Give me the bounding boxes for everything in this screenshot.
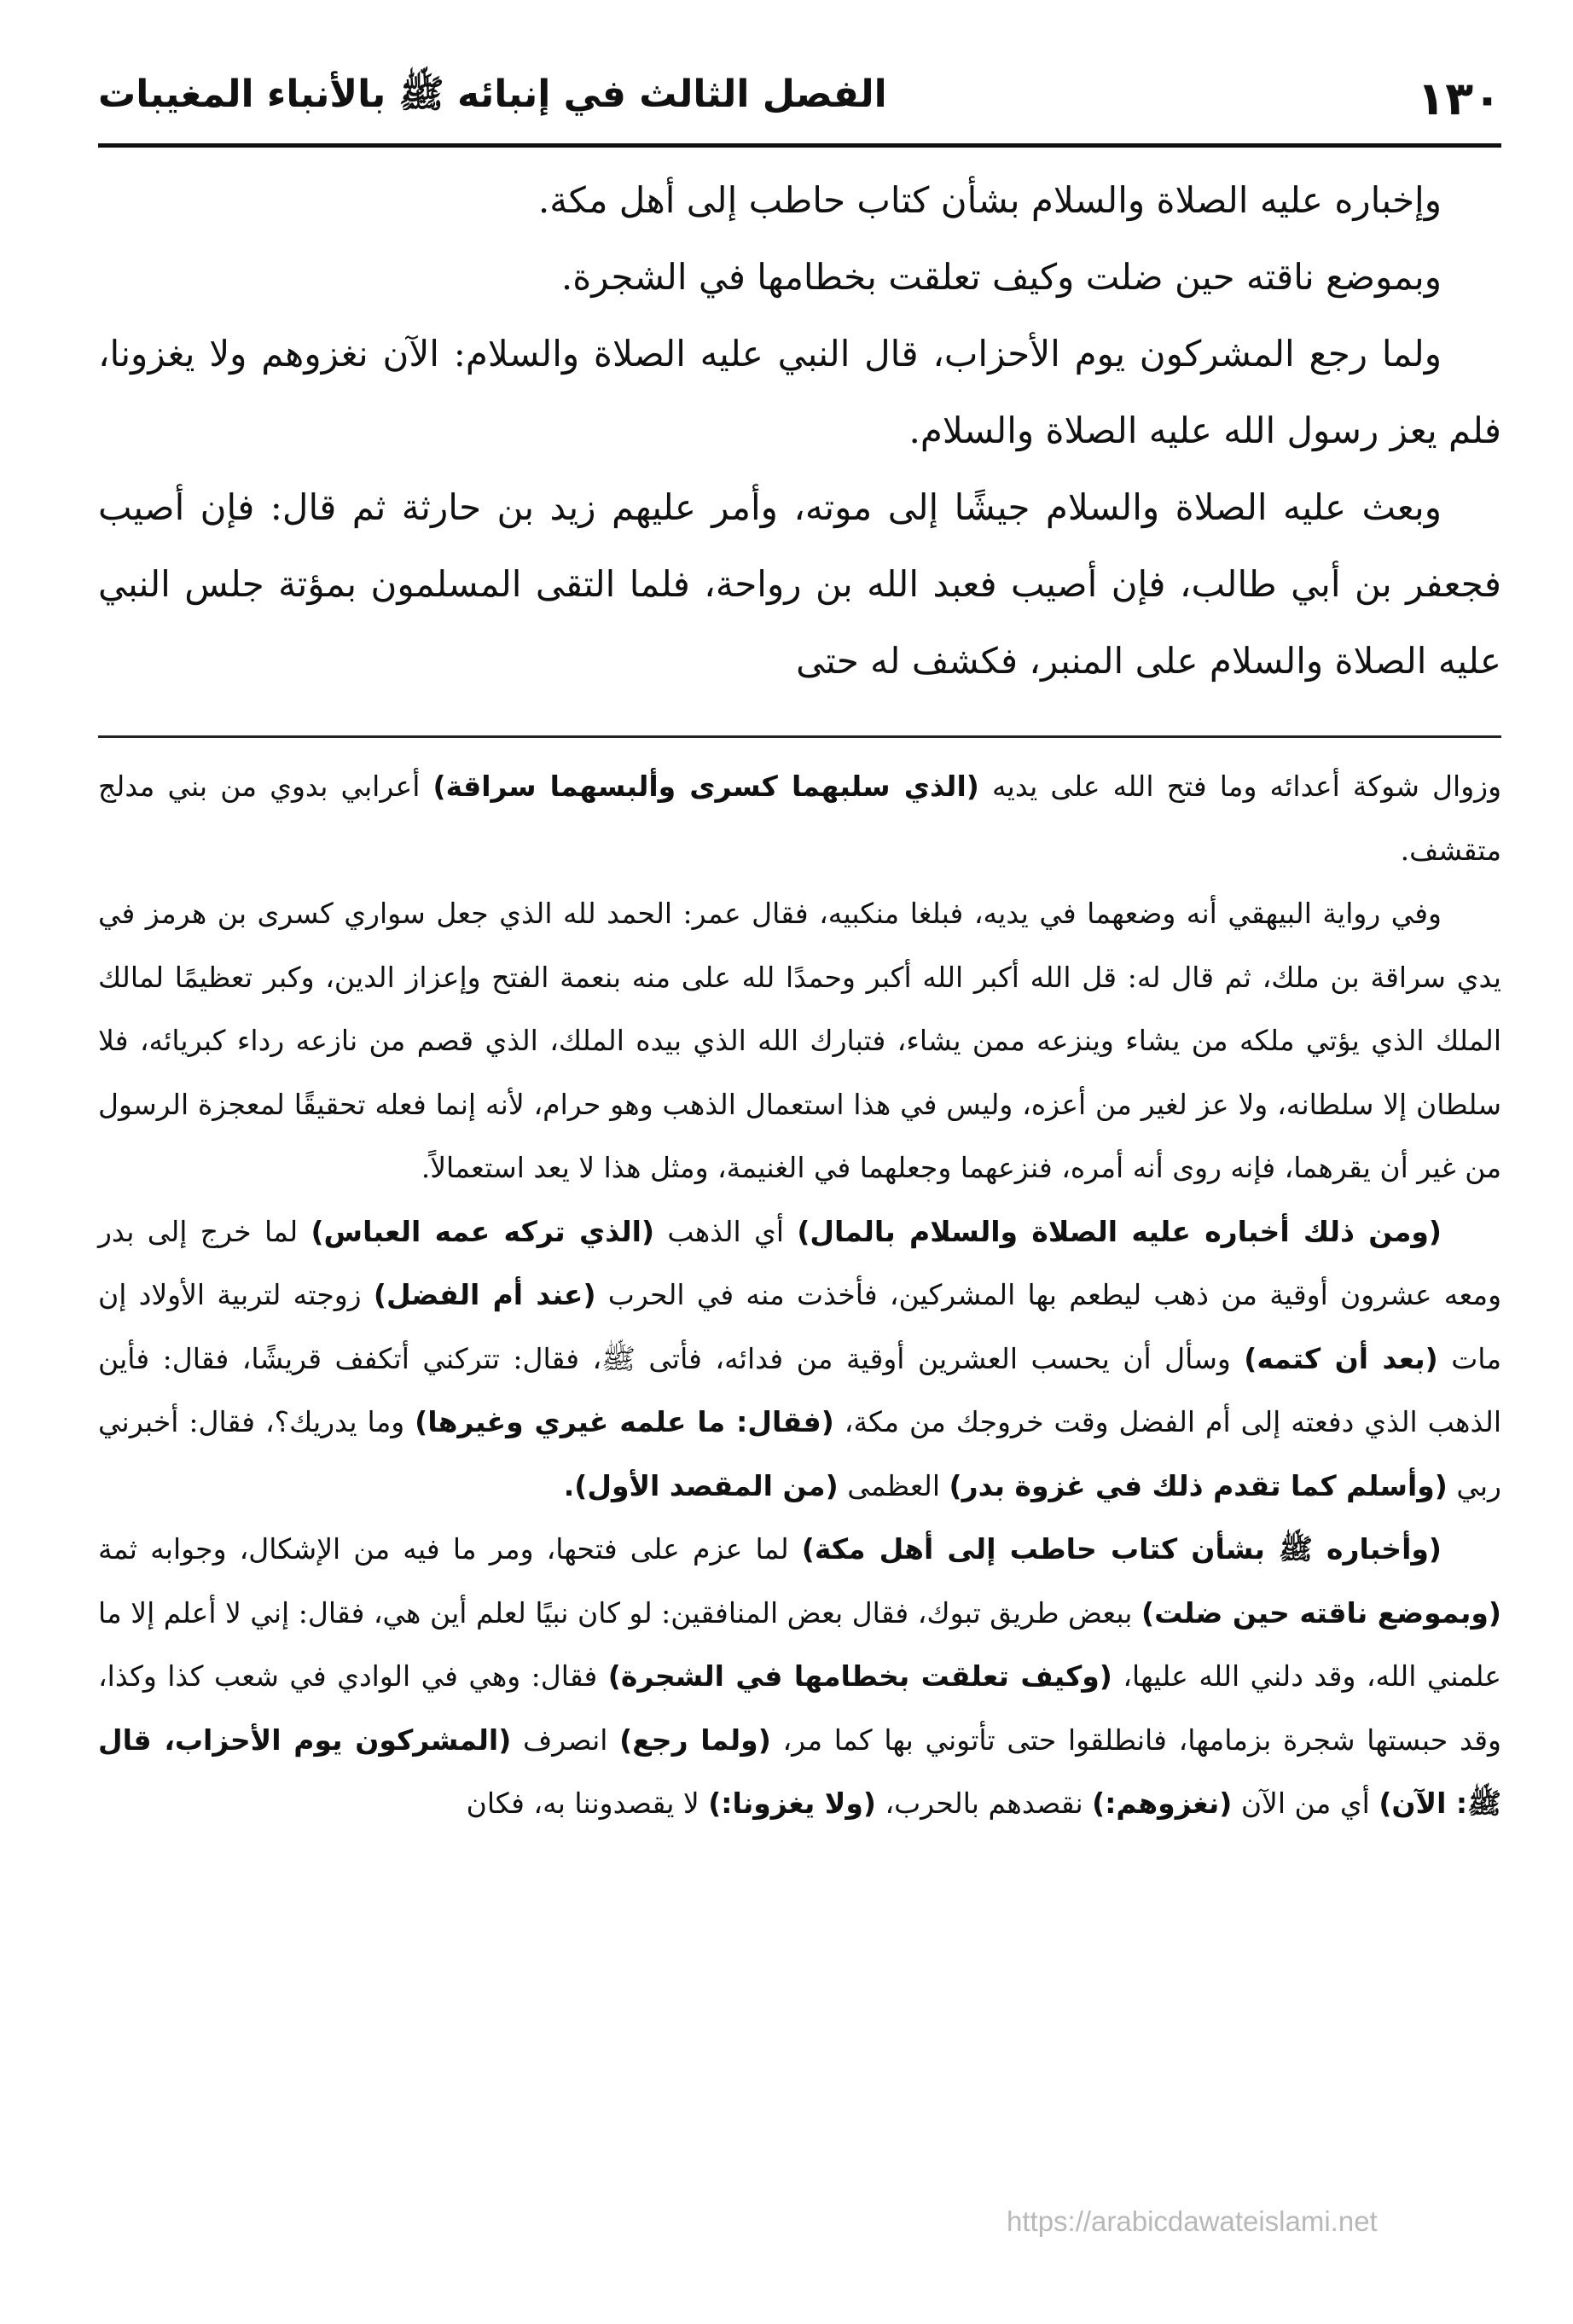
commentary-text: أعرابي بدوي من بني مدلج متقشف. xyxy=(98,770,1501,867)
quoted-text: (وأسلم كما تقدم ذلك في غزوة بدر) xyxy=(949,1468,1448,1502)
quoted-text: (وكيف تعلقت بخطامها في الشجرة) xyxy=(607,1659,1112,1693)
commentary-text: انصرف xyxy=(511,1723,620,1757)
commentary-text: وسأل أن يحسب العشرين أوقية من فدائه، فأتى ﷺ، فقال: تتركني أتكفف قريشًا، فقال: فأين الذهب الذي دفعته إلى أم الفضل وقت خروجك من مكة، xyxy=(98,1341,1501,1438)
commentary-text: أي من الآن xyxy=(1232,1787,1379,1820)
page-number: ١٣٠ xyxy=(1417,71,1501,125)
commentary-text: وزوال شوكة أعدائه وما فتح الله على يديه xyxy=(978,770,1502,803)
quoted-text: (نغزوهم:) xyxy=(1092,1787,1233,1820)
commentary-paragraph xyxy=(98,1200,1501,1519)
header-rule xyxy=(98,143,1501,148)
quoted-text: (عند أم الفضل) xyxy=(373,1278,596,1311)
commentary-text: العظمى xyxy=(838,1468,949,1502)
quoted-text: (وأخباره ﷺ بشأن كتاب حاطب إلى أهل مكة) xyxy=(801,1532,1442,1566)
commentary-text: زوجته لتربية الأولاد إن مات xyxy=(98,1278,1501,1375)
page-header xyxy=(98,51,1501,145)
commentary-text: نقصدهم بالحرب، xyxy=(875,1787,1093,1820)
commentary xyxy=(98,755,1501,1836)
quoted-text: (المشركون يوم الأحزاب، قال ﷺ: الآن) xyxy=(98,1723,1501,1820)
commentary-paragraph xyxy=(98,755,1501,882)
commentary-text: ببعض طريق تبوك، فقال بعض المنافقين: لو كان نبيًا لعلم أين هي، فقال: إني لا أعلم إلا ما علمني الله، وقد دلني الله عليها، xyxy=(98,1595,1502,1693)
commentary-text: أي الذهب xyxy=(654,1214,798,1248)
quoted-text: (من المقصد الأول). xyxy=(563,1468,839,1502)
quoted-text: (ومن ذلك أخباره عليه الصلاة والسلام بالمال) xyxy=(797,1214,1442,1248)
commentary-text: لما عزم على فتحها، ومر ما فيه من الإشكال، وجوابه ثمة xyxy=(98,1532,802,1566)
section-divider xyxy=(98,735,1501,738)
main-paragraph: وإخباره عليه الصلاة والسلام بشأن كتاب حاطب إلى أهل مكة. xyxy=(537,179,1442,221)
commentary-text: لما خرج إلى بدر ومعه عشرون أوقية من ذهب ليطعم بها المشركين، فأخذت منه في الحرب xyxy=(98,1214,1502,1311)
quoted-text: (فقال: ما علمه غيري وغيرها) xyxy=(415,1405,834,1438)
main-text xyxy=(98,162,1501,700)
commentary-text: لا يقصدوننا به، فكان xyxy=(466,1787,709,1820)
quoted-text: (ولا يغزونا:) xyxy=(708,1787,876,1820)
quoted-text: (الذي تركه عمه العباس) xyxy=(311,1214,655,1248)
commentary-text: فقال: وهي في الوادي في شعب كذا وكذا، وقد حبستها شجرة بزمامها، فانطلقوا حتى تأتوني بها كما مر، xyxy=(98,1659,1501,1757)
quoted-text: (ولما رجع) xyxy=(619,1723,771,1757)
commentary-paragraph: وفي رواية البيهقي أنه وضعهما في يديه، فبلغا منكبيه، فقال عمر: الحمد لله الذي جعل سواري كسرى بن هرمز في يدي سراقة بن ملك، ثم قال له: قل الله أكبر الله أكبر وحمدًا لله على منه بنعمة الفتح وإعزاز الدين، وكبر تعظيمًا لمالك الملك الذي يؤتي ملكه من يشاء وينزعه ممن يشاء، فتبارك الله الذي بيده الملك، الذي قصم من نازعه رداء كبريائه، فلا سلطان إلا سلطانه، ولا عز لغير من أعزه، وليس في هذا استعمال الذهب وهو حرام، لأنه إنما فعله تحقيقًا لمعجزة الرسول من غير أن يقرهما، فإنه روى أنه أمره، فنزعهما وجعلهما في الغنيمة، ومثل هذا لا يعد استعمالاً. xyxy=(98,897,1501,1184)
main-paragraph: وبموضع ناقته حين ضلت وكيف تعلقت بخطامها في الشجرة. xyxy=(560,256,1442,298)
quoted-text: (بعد أن كتمه) xyxy=(1244,1341,1438,1375)
main-paragraph: ولما رجع المشركون يوم الأحزاب، قال النبي عليه الصلاة والسلام: الآن نغزوهم ولا يغزونا، فلم يعز رسول الله عليه الصلاة والسلام. xyxy=(98,333,1501,451)
commentary-paragraph xyxy=(98,1518,1501,1836)
quoted-text: (وبموضع ناقته حين ضلت) xyxy=(1141,1595,1501,1630)
commentary-text: وما يدريك؟، فقال: أخبرني ربي xyxy=(98,1405,1501,1502)
running-title: الفصل الثالث في إنبائه ﷺ بالأنباء المغيبات xyxy=(98,73,887,116)
watermark-url: https://arabicdawateislami.net xyxy=(1007,2205,1378,2237)
quoted-text: (الذي سلبهما كسرى وألبسهما سراقة) xyxy=(432,770,979,803)
main-paragraph: وبعث عليه الصلاة والسلام جيشًا إلى موته، وأمر عليهم زيد بن حارثة ثم قال: فإن أصيب فجعفر بن أبي طالب، فإن أصيب فعبد الله بن رواحة، فلما التقى المسلمون بمؤتة جلس النبي عليه الصلاة والسلام على المنبر، فكشف له حتى xyxy=(98,486,1501,682)
